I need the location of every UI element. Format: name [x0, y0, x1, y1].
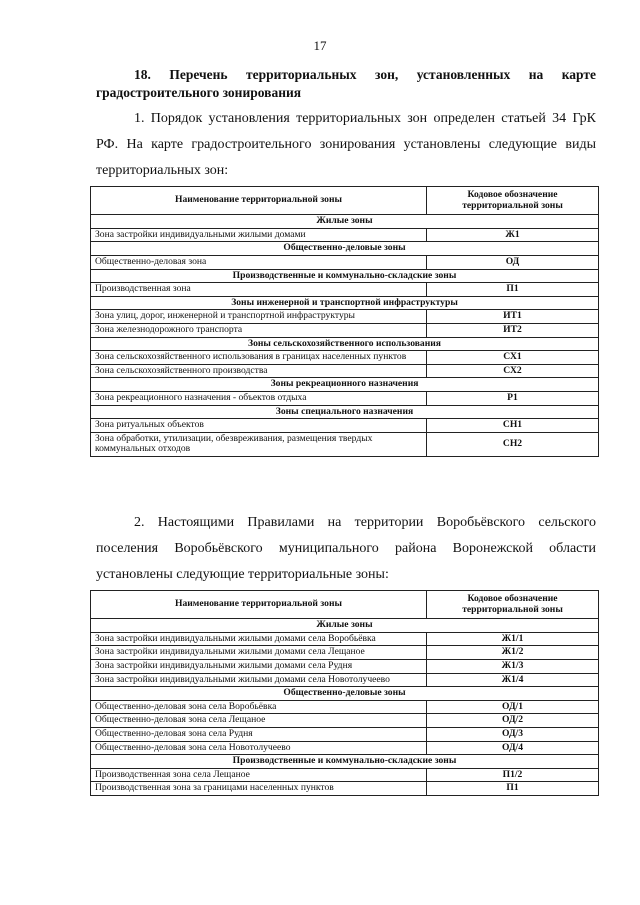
zone-code-cell: П1 [427, 782, 599, 796]
zone-code-cell: Ж1/4 [427, 673, 599, 687]
zone-name-cell: Зона железнодорожного транспорта [91, 323, 427, 337]
zone-code-cell: Ж1/2 [427, 646, 599, 660]
table-row [91, 700, 599, 714]
table-row [91, 391, 599, 405]
zone-name-cell: Зона застройки индивидуальными жилыми домами села Воробьёвка [91, 632, 427, 646]
zone-code-cell: Ж1/1 [427, 632, 599, 646]
table-row [91, 228, 599, 242]
zone-name-cell: Зона обработки, утилизации, обезвреживания, размещения твердых коммунальных отходов [91, 432, 427, 456]
section-number: 18. [134, 67, 151, 82]
page-number: 17 [313, 38, 327, 53]
zone-group-title: Жилые зоны [91, 215, 599, 229]
table-row [91, 432, 599, 456]
zone-name-cell: Зона улиц, дорог, инженерной и транспортной инфраструктуры [91, 310, 427, 324]
zone-code-cell: ОД [427, 255, 599, 269]
table-row [91, 323, 599, 337]
zone-name-cell: Зона сельскохозяйственного использования в границах населенных пунктов [91, 351, 427, 365]
paragraph-1 [96, 106, 596, 184]
table-row [91, 283, 599, 297]
table-group-row [91, 405, 599, 419]
zones-table-settlement [90, 590, 599, 796]
table-header-row [91, 591, 599, 619]
zone-group-title: Зоны специального назначения [91, 405, 599, 419]
table-row [91, 351, 599, 365]
table-row [91, 419, 599, 433]
column-header-name: Наименование территориальной зоны [91, 187, 427, 215]
table-row [91, 727, 599, 741]
table-group-row [91, 337, 599, 351]
zone-name-cell: Общественно-деловая зона села Новотолучеево [91, 741, 427, 755]
zone-name-cell: Зона застройки индивидуальными жилыми домами [91, 228, 427, 242]
zone-name-cell: Зона застройки индивидуальными жилыми домами села Новотолучеево [91, 673, 427, 687]
zone-code-cell: ОД/3 [427, 727, 599, 741]
zone-code-cell: ОД/1 [427, 700, 599, 714]
zone-group-title: Зоны рекреационного назначения [91, 378, 599, 392]
zones-table-general [90, 186, 599, 457]
zone-code-cell: ОД/2 [427, 714, 599, 728]
column-header-name: Наименование территориальной зоны [91, 591, 427, 619]
zone-code-cell: Ж1 [427, 228, 599, 242]
zone-code-cell: Ж1/3 [427, 659, 599, 673]
table-row [91, 782, 599, 796]
zone-code-cell: ИТ2 [427, 323, 599, 337]
paragraph-2 [96, 510, 596, 588]
zone-code-cell: СН1 [427, 419, 599, 433]
table-group-row [91, 269, 599, 283]
zone-group-title: Жилые зоны [91, 619, 599, 633]
section-title: Перечень территориальных зон, установленных на карте градостроительного зонирования [96, 67, 597, 100]
zone-name-cell: Зона рекреационного назначения - объектов отдыха [91, 391, 427, 405]
table-row [91, 673, 599, 687]
zone-name-cell: Общественно-деловая зона [91, 255, 427, 269]
section-heading [96, 66, 596, 102]
table-row [91, 255, 599, 269]
table-row [91, 310, 599, 324]
zone-name-cell: Производственная зона села Лещаное [91, 768, 427, 782]
zone-group-title: Производственные и коммунально-складские зоны [91, 755, 599, 769]
zone-group-title: Общественно-деловые зоны [91, 687, 599, 701]
zone-code-cell: П1 [427, 283, 599, 297]
paragraph-1-text: 1. Порядок установления территориальных зон определен статьей 34 ГрК РФ. На карте градостроительного зонирования установлены следующие виды территориальных зон: [96, 111, 596, 178]
zone-code-cell: Р1 [427, 391, 599, 405]
table-row [91, 768, 599, 782]
zone-group-title: Зоны инженерной и транспортной инфраструктуры [91, 296, 599, 310]
zone-group-title: Зоны сельскохозяйственного использования [91, 337, 599, 351]
table-row [91, 741, 599, 755]
zone-code-cell: ИТ1 [427, 310, 599, 324]
table-row [91, 364, 599, 378]
column-header-code: Кодовое обозначение территориальной зоны [427, 591, 599, 619]
table-group-row [91, 755, 599, 769]
table-row [91, 659, 599, 673]
table-row [91, 714, 599, 728]
zone-name-cell: Зона застройки индивидуальными жилыми домами села Лещаное [91, 646, 427, 660]
table-row [91, 632, 599, 646]
zone-name-cell: Общественно-деловая зона села Рудня [91, 727, 427, 741]
table-header-row [91, 187, 599, 215]
column-header-code: Кодовое обозначение территориальной зоны [427, 187, 599, 215]
zone-code-cell: ОД/4 [427, 741, 599, 755]
zone-name-cell: Общественно-деловая зона села Лещаное [91, 714, 427, 728]
table-group-row [91, 215, 599, 229]
zone-code-cell: СН2 [427, 432, 599, 456]
zone-group-title: Общественно-деловые зоны [91, 242, 599, 256]
table-row [91, 646, 599, 660]
zone-code-cell: П1/2 [427, 768, 599, 782]
table-group-row [91, 242, 599, 256]
zone-code-cell: СХ1 [427, 351, 599, 365]
table-group-row [91, 296, 599, 310]
zone-code-cell: СХ2 [427, 364, 599, 378]
table-group-row [91, 619, 599, 633]
zone-name-cell: Производственная зона [91, 283, 427, 297]
zone-group-title: Производственные и коммунально-складские зоны [91, 269, 599, 283]
table-group-row [91, 687, 599, 701]
paragraph-2-text: 2. Настоящими Правилами на территории Воробьёвского сельского поселения Воробьёвского муниципального района Воронежской области установлены следующие территориальные зоны: [96, 515, 596, 582]
table-group-row [91, 378, 599, 392]
zone-name-cell: Общественно-деловая зона села Воробьёвка [91, 700, 427, 714]
zone-name-cell: Зона застройки индивидуальными жилыми домами села Рудня [91, 659, 427, 673]
zone-name-cell: Зона сельскохозяйственного производства [91, 364, 427, 378]
zone-name-cell: Производственная зона за границами населенных пунктов [91, 782, 427, 796]
zone-name-cell: Зона ритуальных объектов [91, 419, 427, 433]
